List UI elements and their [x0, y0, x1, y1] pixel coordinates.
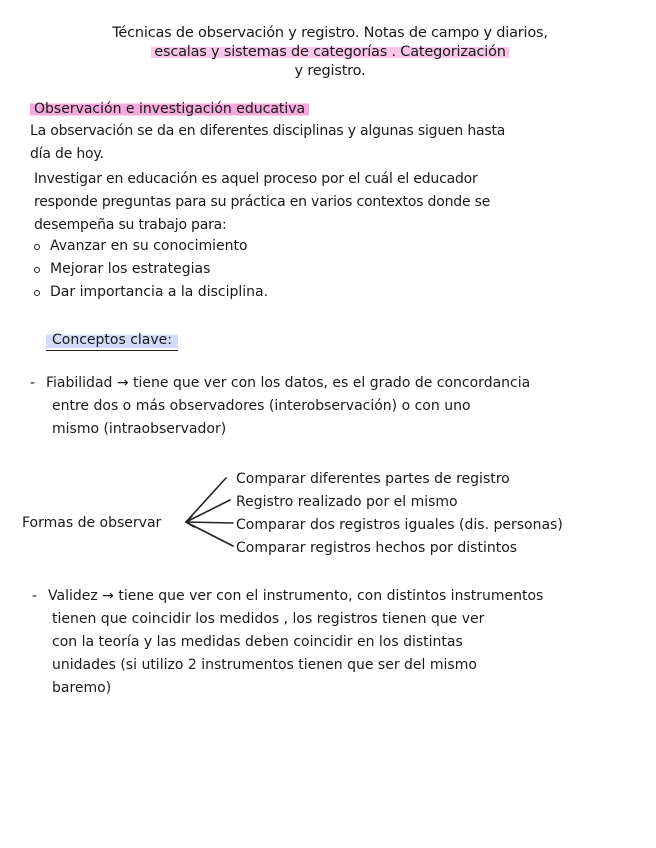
- list-item: Registro realizado por el mismo: [236, 494, 458, 510]
- entry-line: baremo): [52, 680, 112, 696]
- paragraph-line: responde preguntas para su práctica en varios contextos donde se: [34, 194, 491, 210]
- paragraph-line: día de hoy.: [30, 146, 104, 162]
- bullet-dot-icon: [34, 267, 40, 273]
- bullet-dot-icon: [34, 244, 40, 250]
- section-heading-conceptos: Conceptos clave:: [46, 331, 178, 351]
- bullet-list: [34, 235, 268, 304]
- paragraph-line: La observación se da en diferentes disciplinas y algunas siguen hasta: [30, 123, 506, 139]
- formas-observar-list: [236, 468, 563, 560]
- entry-line: Fiabilidad → tiene que ver con los datos, es el grado de concordancia: [46, 375, 531, 391]
- entry-validez: [32, 585, 544, 700]
- list-item: Comparar diferentes partes de registro: [236, 471, 510, 487]
- dash-marker: -: [30, 375, 36, 391]
- list-item: Avanzar en su conocimiento: [34, 235, 268, 258]
- list-item: Dar importancia a la disciplina.: [34, 281, 268, 304]
- paragraph-line: Investigar en educación es aquel proceso por el cuál el educador: [34, 171, 478, 187]
- list-item: Mejorar los estrategias: [34, 258, 268, 281]
- entry-line: mismo (intraobservador): [52, 421, 227, 437]
- entry-line: tienen que coincidir los medidos , los registros tienen que ver: [52, 611, 485, 627]
- entry-line: unidades (si utilizo 2 instrumentos tienen que ser del mismo: [52, 657, 477, 673]
- paragraph-investigar: [34, 168, 490, 237]
- section-heading-observacion: Observación e investigación educativa: [30, 99, 309, 119]
- paragraph-line: desempeña su trabajo para:: [34, 217, 227, 233]
- bullet-dot-icon: [34, 290, 40, 296]
- title-line-1: Técnicas de observación y registro. Notas de campo y diarios,: [112, 25, 548, 41]
- entry-fiabilidad: [30, 372, 531, 441]
- entry-line: con la teoría y las medidas deben coincidir en los distintas: [52, 634, 463, 650]
- page-title: [40, 24, 620, 81]
- entry-line: entre dos o más observadores (interobservación) o con uno: [52, 398, 471, 414]
- paragraph-observacion: [30, 120, 505, 166]
- title-line-3: y registro.: [294, 63, 366, 79]
- entry-line: Validez → tiene que ver con el instrumento, con distintos instrumentos: [48, 588, 544, 604]
- title-line-2: escalas y sistemas de categorías . Categorización: [151, 44, 509, 60]
- list-item: Comparar registros hechos por distintos: [236, 540, 518, 556]
- dash-marker: -: [32, 588, 38, 604]
- formas-observar-label: Formas de observar: [22, 515, 162, 531]
- list-item: Comparar dos registros iguales (dis. personas): [236, 517, 563, 533]
